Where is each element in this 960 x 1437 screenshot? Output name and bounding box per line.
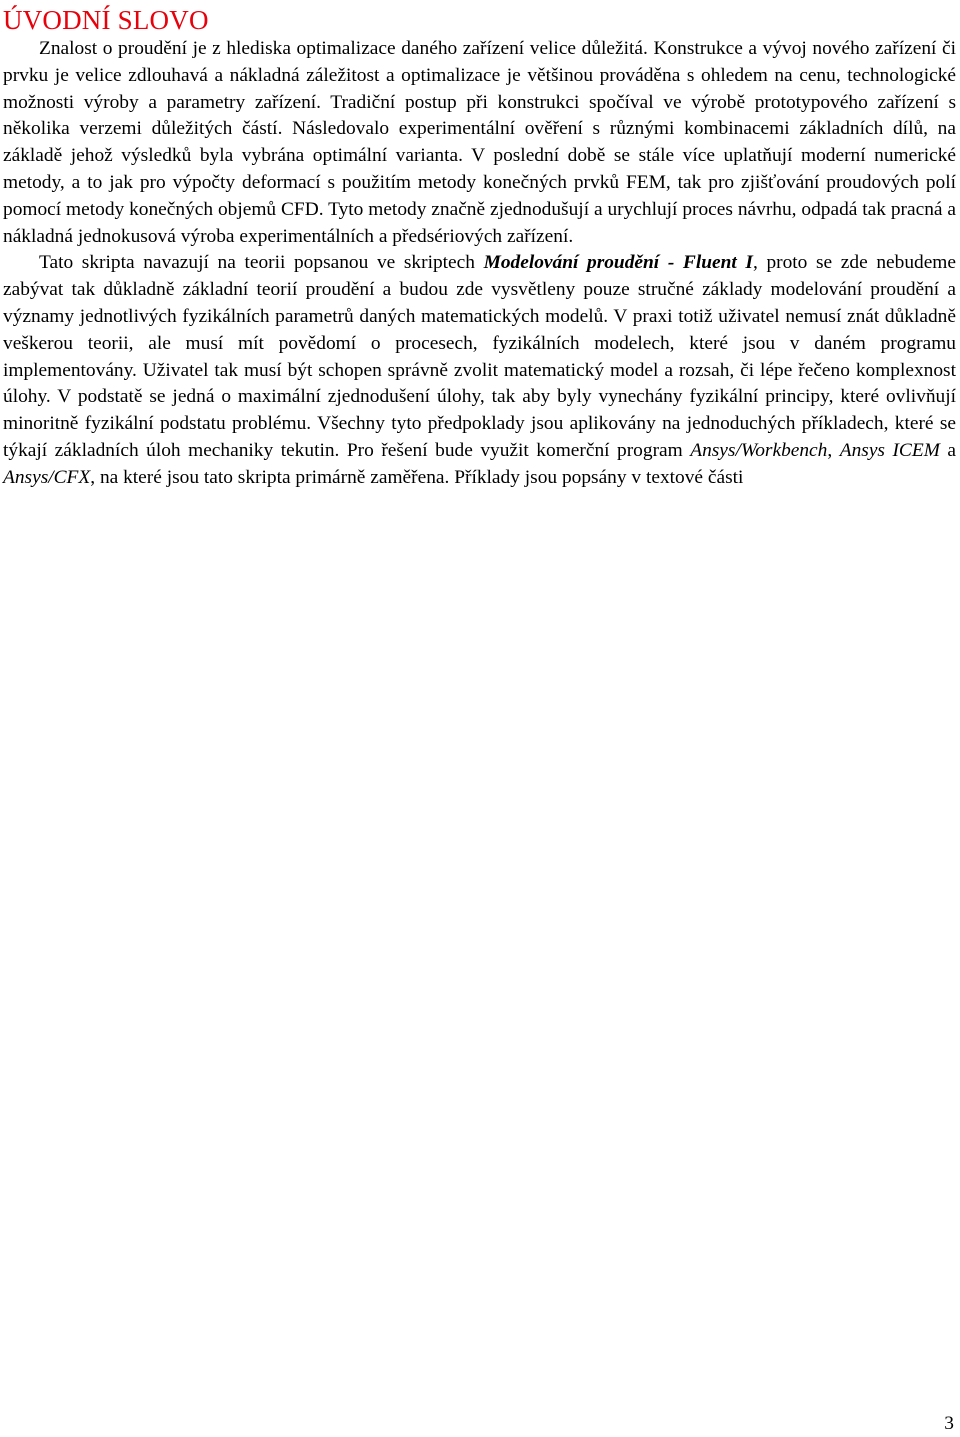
program-separator-2: a: [939, 439, 956, 461]
section-heading: ÚVODNÍ SLOVO: [3, 5, 209, 35]
document-page: [3, 4, 956, 492]
scope-text-after-title: , proto se zde nebudeme zabývat tak důkladně základní teorií proudění a budou zde vysvětleny pouze stručné základy modelování proudění a významy jednotlivých fyzikálních parametrů daných matematických modelů. V praxi totiž uživatel nemusí znát důkladně veškerou teorii, ale musí mít povědomí o procesech, fyzikálních modelech, které jsou v daném programu implementovány. Uživatel tak musí být schopen správně zvolit matematický model a rozsah, či lépe řečeno komplexnost úlohy. V podstatě se jedná o maximální zjednodušení úlohy, tak aby byly vynechány fyzikální principy, které ovlivňují minoritně fyzikální podstatu problému. Všechny tyto předpoklady jsou aplikovány na jednoduchých příkladech, které se týkají základních úloh mechaniky tekutin. Pro řešení bude využit komerční program: [3, 252, 956, 461]
intro-paragraph-text: Znalost o proudění je z hlediska optimalizace daného zařízení velice důležitá. Konstrukce a vývoj nového zařízení či prvku je velice zdlouhavá a nákladná záležitost a optimalizace je většinou prováděna s ohledem na cenu, technologické možnosti výroby a parametry zařízení. Tradiční postup při konstrukci spočíval ve výrobě prototypového zařízení s několika verzemi důležitých částí. Následovalo experimentální ověření s různými kombinacemi základních dílů, na základě jehož výsledků byla vybrána optimální varianta. V poslední době se stále více uplatňují moderní numerické metody, a to jak pro výpočty deformací s použitím metody konečných prvků FEM, tak pro zjišťování proudových polí pomocí metody konečných objemů CFD. Tyto metody značně zjednodušují a urychlují proces návrhu, odpadá tak pracná a nákladná jednokusová výroba experimentálních a předsériových zařízení.: [3, 38, 956, 247]
program-name-workbench: Ansys/Workbench: [690, 439, 828, 461]
intro-paragraph: [3, 36, 956, 250]
scope-text-before-title: Tato skripta navazují na teorii popsanou ve skriptech: [39, 252, 484, 274]
program-name-cfx: Ansys/CFX: [3, 466, 91, 488]
program-name-icem: Ansys ICEM: [839, 439, 940, 461]
program-separator-1: ,: [827, 439, 840, 461]
scope-text-end: , na které jsou tato skripta primárně zaměřena. Příklady jsou popsány v textové části: [90, 466, 744, 488]
scope-paragraph: [3, 250, 956, 491]
referenced-book-title: Modelování proudění - Fluent I: [483, 252, 753, 274]
page-number: 3: [944, 1413, 954, 1434]
